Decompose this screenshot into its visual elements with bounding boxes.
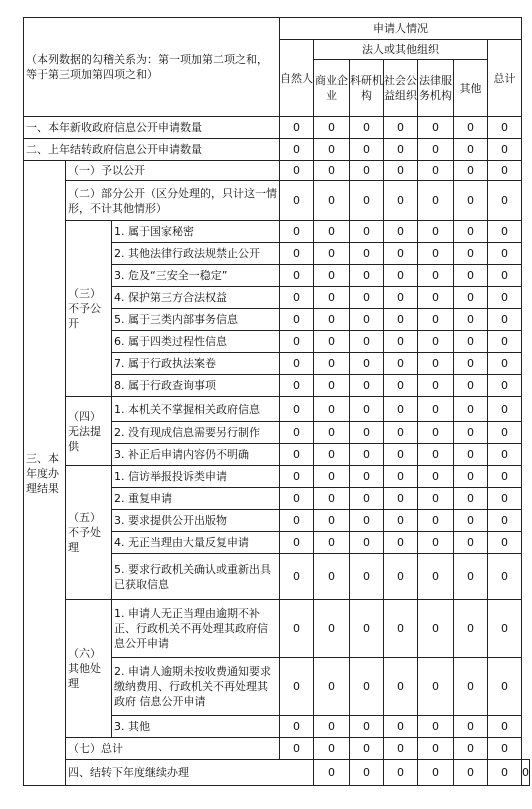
item-label: 6. 属于四类过程性信息 bbox=[112, 331, 280, 353]
value-cell: 0 bbox=[418, 422, 454, 444]
value-cell: 0 bbox=[488, 309, 522, 331]
value-cell: 0 bbox=[488, 488, 522, 510]
value-cell: 0 bbox=[280, 716, 314, 738]
row-label: （二）部分公开（区分处理的，只计这一情形，不计其他情形） bbox=[66, 181, 280, 221]
item-label: 2. 没有现成信息需要另行制作 bbox=[112, 422, 280, 444]
value-cell: 0 bbox=[350, 532, 384, 554]
applicant-info-header: 申请人情况 bbox=[280, 18, 522, 40]
group-label: （五）不予处理 bbox=[66, 466, 112, 600]
item-label: 1. 信访举报投诉类申请 bbox=[112, 466, 280, 488]
value-cell: 0 bbox=[384, 243, 418, 265]
value-cell: 0 bbox=[418, 600, 454, 658]
value-cell: 0 bbox=[314, 397, 350, 422]
value-cell: 0 bbox=[350, 375, 384, 397]
value-cell: 0 bbox=[384, 738, 418, 760]
value-cell: 0 bbox=[350, 397, 384, 422]
value-cell: 0 bbox=[454, 265, 488, 287]
research-header: 科研机构 bbox=[350, 60, 384, 117]
value-cell: 0 bbox=[280, 488, 314, 510]
value-cell: 0 bbox=[384, 221, 418, 243]
value-cell: 0 bbox=[350, 738, 384, 760]
value-cell: 0 bbox=[280, 243, 314, 265]
value-cell: 0 bbox=[418, 397, 454, 422]
value-cell: 0 bbox=[350, 287, 384, 309]
value-cell: 0 bbox=[314, 181, 350, 221]
value-cell: 0 bbox=[384, 397, 418, 422]
value-cell: 0 bbox=[314, 488, 350, 510]
public-org-header: 社会公益组织 bbox=[384, 60, 418, 117]
value-cell: 0 bbox=[488, 422, 522, 444]
item-label: 2. 其他法律行政法规禁止公开 bbox=[112, 243, 280, 265]
value-cell: 0 bbox=[488, 181, 522, 221]
table-row bbox=[24, 738, 530, 760]
value-cell: 0 bbox=[280, 532, 314, 554]
value-cell: 0 bbox=[384, 353, 418, 375]
table-row bbox=[24, 760, 530, 786]
value-cell: 0 bbox=[384, 117, 418, 139]
item-label: 1. 属于国家秘密 bbox=[112, 221, 280, 243]
item-label: 2. 重复申请 bbox=[112, 488, 280, 510]
value-cell: 0 bbox=[418, 331, 454, 353]
value-cell: 0 bbox=[280, 422, 314, 444]
value-cell: 0 bbox=[418, 243, 454, 265]
value-cell: 0 bbox=[350, 488, 384, 510]
value-cell: 0 bbox=[454, 532, 488, 554]
value-cell: 0 bbox=[314, 466, 350, 488]
value-cell: 0 bbox=[454, 117, 488, 139]
value-cell: 0 bbox=[418, 554, 454, 600]
business-header: 商业企业 bbox=[314, 60, 350, 117]
value-cell: 0 bbox=[314, 532, 350, 554]
value-cell: 0 bbox=[488, 287, 522, 309]
table-note: （本列数据的勾稽关系为：第一项加第二项之和，等于第三项加第四项之和） bbox=[24, 18, 280, 117]
value-cell: 0 bbox=[314, 760, 350, 786]
value-cell: 0 bbox=[314, 554, 350, 600]
value-cell: 0 bbox=[454, 658, 488, 716]
value-cell: 0 bbox=[454, 422, 488, 444]
value-cell: 0 bbox=[280, 309, 314, 331]
value-cell: 0 bbox=[454, 554, 488, 600]
value-cell: 0 bbox=[418, 309, 454, 331]
value-cell: 0 bbox=[454, 221, 488, 243]
group-label: （四）无法提供 bbox=[66, 397, 112, 466]
item-label: 1. 申请人无正当理由逾期不补正、行政机关不再处理其政府信息公开申请 bbox=[112, 600, 280, 658]
table-row bbox=[24, 600, 530, 658]
natural-person-header: 自然人 bbox=[280, 40, 314, 117]
value-cell: 0 bbox=[350, 139, 384, 161]
value-cell: 0 bbox=[454, 139, 488, 161]
value-cell: 0 bbox=[314, 265, 350, 287]
value-cell: 0 bbox=[454, 353, 488, 375]
value-cell: 0 bbox=[384, 600, 418, 658]
value-cell: 0 bbox=[454, 466, 488, 488]
disclosure-table bbox=[23, 17, 530, 786]
value-cell: 0 bbox=[488, 117, 522, 139]
value-cell: 0 bbox=[384, 760, 418, 786]
value-cell: 0 bbox=[488, 658, 522, 716]
value-cell: 0 bbox=[488, 243, 522, 265]
value-cell: 0 bbox=[350, 444, 384, 466]
table-row bbox=[24, 161, 530, 181]
table-row bbox=[24, 397, 530, 422]
item-label: 5. 要求行政机关确认或重新出具已获取信息 bbox=[112, 554, 280, 600]
value-cell: 0 bbox=[350, 221, 384, 243]
value-cell: 0 bbox=[384, 488, 418, 510]
value-cell: 0 bbox=[488, 221, 522, 243]
item-label: 3. 其他 bbox=[112, 716, 280, 738]
value-cell: 0 bbox=[454, 309, 488, 331]
value-cell: 0 bbox=[454, 243, 488, 265]
value-cell: 0 bbox=[314, 738, 350, 760]
value-cell: 0 bbox=[488, 760, 522, 786]
value-cell: 0 bbox=[488, 397, 522, 422]
value-cell: 0 bbox=[488, 532, 522, 554]
value-cell: 0 bbox=[418, 716, 454, 738]
row-label: 一、本年新收政府信息公开申请数量 bbox=[24, 117, 280, 139]
group-label: （六）其他处理 bbox=[66, 600, 112, 738]
value-cell: 0 bbox=[384, 554, 418, 600]
value-cell: 0 bbox=[350, 331, 384, 353]
value-cell: 0 bbox=[384, 466, 418, 488]
value-cell: 0 bbox=[280, 444, 314, 466]
value-cell: 0 bbox=[418, 353, 454, 375]
value-cell: 0 bbox=[454, 738, 488, 760]
value-cell: 0 bbox=[418, 117, 454, 139]
value-cell: 0 bbox=[384, 309, 418, 331]
value-cell: 0 bbox=[384, 658, 418, 716]
row-label: （七）总计 bbox=[66, 738, 280, 760]
item-label: 4. 无正当理由大量反复申请 bbox=[112, 532, 280, 554]
value-cell: 0 bbox=[350, 658, 384, 716]
value-cell: 0 bbox=[280, 510, 314, 532]
value-cell: 0 bbox=[314, 510, 350, 532]
value-cell: 0 bbox=[384, 510, 418, 532]
legal-service-header: 法律服务机构 bbox=[418, 60, 454, 117]
value-cell: 0 bbox=[384, 181, 418, 221]
value-cell: 0 bbox=[280, 397, 314, 422]
value-cell: 0 bbox=[454, 375, 488, 397]
value-cell: 0 bbox=[350, 600, 384, 658]
value-cell: 0 bbox=[350, 181, 384, 221]
value-cell: 0 bbox=[350, 265, 384, 287]
value-cell: 0 bbox=[454, 510, 488, 532]
value-cell: 0 bbox=[384, 265, 418, 287]
item-label: 3. 危及“三安全一稳定” bbox=[112, 265, 280, 287]
group-label: （三）不予公开 bbox=[66, 221, 112, 397]
value-cell: 0 bbox=[488, 716, 522, 738]
value-cell: 0 bbox=[384, 532, 418, 554]
row-label: 二、上年结转政府信息公开申请数量 bbox=[24, 139, 280, 161]
value-cell: 0 bbox=[280, 466, 314, 488]
value-cell: 0 bbox=[418, 444, 454, 466]
value-cell: 0 bbox=[280, 554, 314, 600]
value-cell: 0 bbox=[488, 265, 522, 287]
value-cell: 0 bbox=[314, 353, 350, 375]
item-label: 2. 申请人逾期未按收费通知要求缴纳费用、行政机关不再处理其政府 信息公开申请 bbox=[112, 658, 280, 716]
value-cell: 0 bbox=[384, 716, 418, 738]
other-header: 其他 bbox=[454, 60, 488, 117]
value-cell: 0 bbox=[314, 444, 350, 466]
value-cell: 0 bbox=[384, 287, 418, 309]
value-cell: 0 bbox=[418, 510, 454, 532]
value-cell: 0 bbox=[418, 658, 454, 716]
value-cell: 0 bbox=[350, 510, 384, 532]
value-cell: 0 bbox=[280, 738, 314, 760]
value-cell: 0 bbox=[454, 716, 488, 738]
value-cell: 0 bbox=[418, 221, 454, 243]
table-row bbox=[24, 466, 530, 488]
value-cell: 0 bbox=[350, 716, 384, 738]
value-cell: 0 bbox=[280, 375, 314, 397]
value-cell: 0 bbox=[522, 760, 530, 786]
value-cell: 0 bbox=[350, 117, 384, 139]
value-cell: 0 bbox=[350, 161, 384, 181]
value-cell: 0 bbox=[454, 161, 488, 181]
value-cell: 0 bbox=[314, 375, 350, 397]
table-row bbox=[24, 117, 530, 139]
table-row bbox=[24, 221, 530, 243]
item-label: 7. 属于行政执法案卷 bbox=[112, 353, 280, 375]
value-cell: 0 bbox=[418, 265, 454, 287]
value-cell: 0 bbox=[280, 265, 314, 287]
value-cell: 0 bbox=[350, 554, 384, 600]
value-cell: 0 bbox=[488, 600, 522, 658]
value-cell: 0 bbox=[454, 181, 488, 221]
value-cell: 0 bbox=[314, 716, 350, 738]
item-label: 4. 保护第三方合法权益 bbox=[112, 287, 280, 309]
value-cell: 0 bbox=[384, 444, 418, 466]
value-cell: 0 bbox=[488, 161, 522, 181]
value-cell: 0 bbox=[454, 331, 488, 353]
value-cell: 0 bbox=[384, 161, 418, 181]
section3-label: 三、本年度办理结果 bbox=[24, 161, 66, 786]
value-cell: 0 bbox=[418, 488, 454, 510]
value-cell: 0 bbox=[418, 466, 454, 488]
value-cell: 0 bbox=[280, 600, 314, 658]
value-cell: 0 bbox=[384, 331, 418, 353]
value-cell: 0 bbox=[280, 139, 314, 161]
total-header: 总计 bbox=[488, 40, 522, 117]
value-cell: 0 bbox=[418, 161, 454, 181]
row-label: 四、结转下年度继续办理 bbox=[66, 760, 314, 786]
value-cell: 0 bbox=[488, 353, 522, 375]
value-cell: 0 bbox=[418, 738, 454, 760]
value-cell: 0 bbox=[350, 309, 384, 331]
value-cell: 0 bbox=[454, 488, 488, 510]
value-cell: 0 bbox=[314, 161, 350, 181]
legal-org-header: 法人或其他组织 bbox=[314, 40, 488, 60]
value-cell: 0 bbox=[454, 600, 488, 658]
value-cell: 0 bbox=[280, 181, 314, 221]
value-cell: 0 bbox=[454, 444, 488, 466]
value-cell: 0 bbox=[488, 466, 522, 488]
item-label: 5. 属于三类内部事务信息 bbox=[112, 309, 280, 331]
value-cell: 0 bbox=[314, 331, 350, 353]
value-cell: 0 bbox=[314, 117, 350, 139]
value-cell: 0 bbox=[488, 444, 522, 466]
value-cell: 0 bbox=[384, 375, 418, 397]
value-cell: 0 bbox=[488, 375, 522, 397]
value-cell: 0 bbox=[280, 161, 314, 181]
table-row bbox=[24, 139, 530, 161]
value-cell: 0 bbox=[488, 510, 522, 532]
value-cell: 0 bbox=[418, 181, 454, 221]
value-cell: 0 bbox=[280, 117, 314, 139]
value-cell: 0 bbox=[350, 466, 384, 488]
value-cell: 0 bbox=[350, 422, 384, 444]
value-cell: 0 bbox=[280, 331, 314, 353]
value-cell: 0 bbox=[314, 139, 350, 161]
value-cell: 0 bbox=[314, 422, 350, 444]
value-cell: 0 bbox=[418, 139, 454, 161]
item-label: 8. 属于行政查询事项 bbox=[112, 375, 280, 397]
value-cell: 0 bbox=[350, 760, 384, 786]
value-cell: 0 bbox=[314, 243, 350, 265]
value-cell: 0 bbox=[454, 397, 488, 422]
value-cell: 0 bbox=[350, 243, 384, 265]
value-cell: 0 bbox=[454, 287, 488, 309]
value-cell: 0 bbox=[384, 422, 418, 444]
row-label: （一）予以公开 bbox=[66, 161, 280, 181]
value-cell: 0 bbox=[314, 600, 350, 658]
value-cell: 0 bbox=[314, 287, 350, 309]
value-cell: 0 bbox=[384, 139, 418, 161]
value-cell: 0 bbox=[280, 658, 314, 716]
item-label: 3. 要求提供公开出版物 bbox=[112, 510, 280, 532]
value-cell: 0 bbox=[314, 221, 350, 243]
table-row bbox=[24, 181, 530, 221]
value-cell: 0 bbox=[488, 738, 522, 760]
value-cell: 0 bbox=[454, 760, 488, 786]
value-cell: 0 bbox=[280, 287, 314, 309]
value-cell: 0 bbox=[488, 139, 522, 161]
item-label: 3. 补正后申请内容仍不明确 bbox=[112, 444, 280, 466]
value-cell: 0 bbox=[488, 331, 522, 353]
value-cell: 0 bbox=[418, 532, 454, 554]
value-cell: 0 bbox=[418, 760, 454, 786]
value-cell: 0 bbox=[314, 309, 350, 331]
value-cell: 0 bbox=[280, 353, 314, 375]
value-cell: 0 bbox=[314, 658, 350, 716]
value-cell: 0 bbox=[488, 554, 522, 600]
value-cell: 0 bbox=[418, 375, 454, 397]
value-cell: 0 bbox=[350, 353, 384, 375]
value-cell: 0 bbox=[418, 287, 454, 309]
value-cell: 0 bbox=[280, 221, 314, 243]
item-label: 1. 本机关不掌握相关政府信息 bbox=[112, 397, 280, 422]
